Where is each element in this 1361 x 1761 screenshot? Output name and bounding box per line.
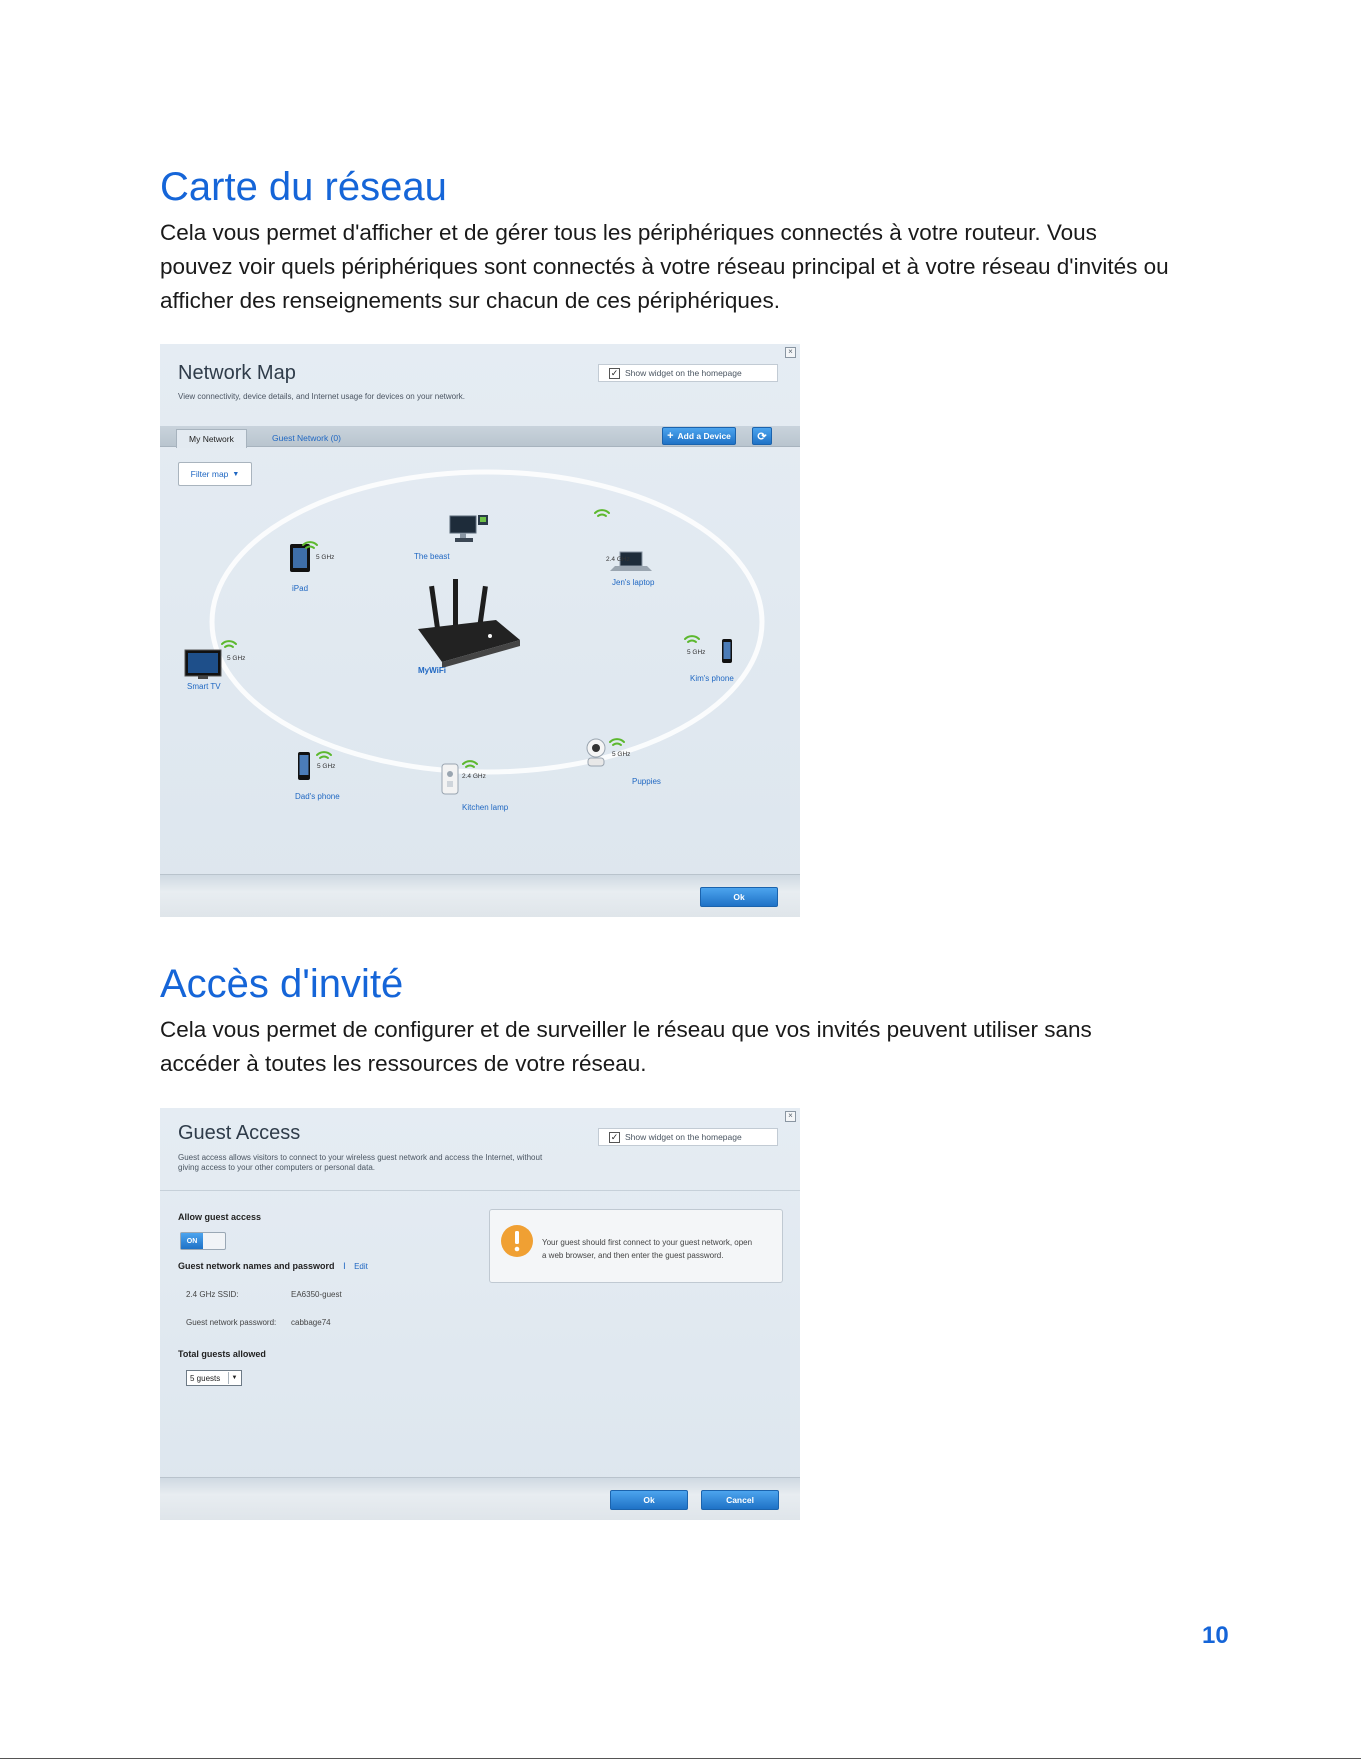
close-icon[interactable]: × <box>785 347 796 358</box>
ssid-label: 2.4 GHz SSID: <box>186 1290 239 1299</box>
show-widget-checkbox[interactable] <box>598 1128 778 1146</box>
close-icon[interactable]: × <box>785 1111 796 1122</box>
device-label-ipad[interactable]: iPad <box>292 584 309 593</box>
ssid-value: EA6350-guest <box>291 1290 342 1299</box>
page-number: 10 <box>1202 1622 1229 1649</box>
warning-icon <box>500 1224 534 1258</box>
description-line: Guest access allows visitors to connect to your wireless guest network and access the Internet, without <box>178 1153 543 1162</box>
device-label-the-beast[interactable]: The beast <box>414 552 450 561</box>
section-title-guest-access: Accès d'invité <box>160 962 404 1006</box>
password-value: cabbage74 <box>291 1318 331 1327</box>
info-text <box>542 1236 752 1262</box>
edit-link[interactable]: Edit <box>354 1262 368 1271</box>
guests-select-value: 5 guests <box>190 1373 221 1383</box>
ok-button[interactable]: Ok <box>610 1490 688 1510</box>
checkbox-check-icon[interactable]: ✓ <box>610 367 619 378</box>
body-line: afficher des renseignements sur chacun de ces périphériques. <box>160 288 780 313</box>
network-map-diagram <box>160 344 800 917</box>
info-line: Your guest should first connect to your guest network, open <box>542 1238 753 1247</box>
desktop-icon[interactable] <box>450 515 488 542</box>
guests-select[interactable] <box>186 1370 242 1386</box>
description-line: giving access to your other computers or personal data. <box>178 1163 375 1172</box>
cancel-button[interactable]: Cancel <box>701 1490 779 1510</box>
band-label: 5 GHz <box>316 554 335 561</box>
info-box <box>489 1209 783 1283</box>
widget-label: Show widget on the homepage <box>625 1132 742 1142</box>
widget-label: Show widget on the homepage <box>625 368 742 378</box>
refresh-icon[interactable]: ⟳ <box>752 427 772 445</box>
panel-title: Network Map <box>178 362 296 384</box>
guest-access-toggle[interactable] <box>180 1232 226 1250</box>
footer-bar <box>160 1477 800 1520</box>
total-guests-label: Total guests allowed <box>178 1349 266 1359</box>
separator: I <box>343 1261 346 1271</box>
network-map-panel <box>160 344 800 917</box>
band-label: 2.4 GHz <box>606 556 630 563</box>
smart-plug-icon[interactable] <box>442 764 458 794</box>
caret-down-icon: ▼ <box>228 1372 240 1384</box>
guest-network-names-label <box>178 1261 368 1271</box>
toggle-on-label: ON <box>181 1233 203 1249</box>
page-bottom-rule <box>0 1758 1361 1759</box>
footer-bar <box>160 874 800 917</box>
body-line: accéder à toutes les ressources de votre réseau. <box>160 1051 647 1076</box>
ok-button[interactable]: Ok <box>700 887 778 907</box>
body-line: Cela vous permet d'afficher et de gérer tous les périphériques connectés à votre routeur. Vous <box>160 220 1097 245</box>
camera-icon[interactable] <box>587 739 605 766</box>
filter-label: Filter map <box>190 469 229 479</box>
device-label-kims-phone[interactable]: Kim's phone <box>690 674 734 683</box>
tab-guest-network[interactable]: Guest Network (0) <box>272 433 341 443</box>
panel-title: Guest Access <box>178 1122 301 1144</box>
router-label[interactable]: MyWiFi <box>418 666 446 675</box>
section-body-guest-access <box>160 1013 1250 1081</box>
phone-icon[interactable] <box>722 639 732 663</box>
panel-description: View connectivity, device details, and Internet usage for devices on your network. <box>178 392 465 401</box>
section-title-network-map: Carte du réseau <box>160 165 447 209</box>
device-label-smart-tv[interactable]: Smart TV <box>187 682 221 691</box>
divider <box>160 1190 800 1191</box>
body-line: Cela vous permet de configurer et de surveiller le réseau que vos invités peuvent utiliser sans <box>160 1017 1092 1042</box>
checkbox-check-icon[interactable]: ✓ <box>610 1131 619 1142</box>
device-label-jens-laptop[interactable]: Jen's laptop <box>612 578 655 587</box>
body-line: pouvez voir quels périphériques sont connectés à votre réseau principal et à votre réseau d'invités ou <box>160 254 1169 279</box>
device-label-dads-phone[interactable]: Dad's phone <box>295 792 340 801</box>
add-device-label: Add a Device <box>677 431 731 441</box>
allow-guest-access-label: Allow guest access <box>178 1212 262 1222</box>
device-label-puppies[interactable]: Puppies <box>632 777 661 786</box>
band-label: 2.4 GHz <box>462 773 486 780</box>
band-label: 5 GHz <box>317 763 336 770</box>
password-label: Guest network password: <box>186 1318 277 1327</box>
panel-description <box>178 1153 542 1173</box>
band-label: 5 GHz <box>612 751 631 758</box>
band-label: 5 GHz <box>687 649 706 656</box>
section-body-network-map <box>160 216 1250 318</box>
device-label-kitchen-lamp[interactable]: Kitchen lamp <box>462 803 509 812</box>
plus-icon: + <box>667 430 674 442</box>
router-icon[interactable] <box>418 579 520 668</box>
guest-access-panel <box>160 1108 800 1520</box>
names-password-label: Guest network names and password <box>178 1261 335 1271</box>
phone-icon[interactable] <box>298 752 310 780</box>
info-line: a web browser, and then enter the guest password. <box>542 1251 724 1260</box>
caret-down-icon: ▼ <box>232 470 240 478</box>
band-label: 5 GHz <box>227 655 246 662</box>
tv-icon[interactable] <box>185 650 221 679</box>
tab-my-network[interactable]: My Network <box>176 429 247 448</box>
